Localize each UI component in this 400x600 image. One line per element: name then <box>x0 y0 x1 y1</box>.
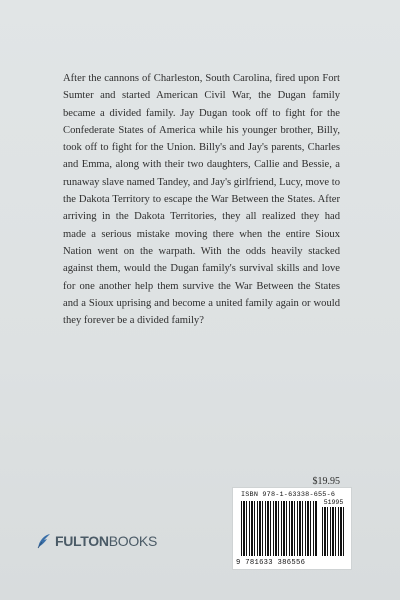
quill-pen-icon <box>36 533 52 549</box>
publisher-logo <box>36 533 157 549</box>
book-blurb: After the cannons of Charleston, South Carolina, fired upon Fort Sumter and started American Civil War, the Dugan family became a divided family. Jay Dugan took off to fight for the Confederate States of America while his younger brother, Billy, took off to fight for the Union. Billy's and Jay's parents, Charles and Emma, along with their two daughters, Callie and Bessie, a runaway slave named Tandey, and Jay's girlfriend, Lucy, move to the Dakota Territory to escape the War Between the States. After arriving in the Dakota Territories, they all realized they had made a serious mistake moving there when the entire Sioux Nation went on the warpath. With the odds heavily stacked against them, would the Dugan family's survival skills and love for one another help them survive the War Between the States and a Sioux uprising and become a united family again or would they forever be a divided family? <box>63 73 340 327</box>
isbn-barcode <box>232 487 352 570</box>
publisher-name-regular: BOOKS <box>108 533 157 549</box>
barcode-digits: 9 781633 386556 <box>236 559 320 567</box>
isbn-label: ISBN 978-1-63338-655-6 <box>241 491 336 499</box>
price-label: $19.95 <box>312 476 340 487</box>
price-code-bars <box>322 507 345 556</box>
price-code-digits: 51995 <box>323 499 344 506</box>
barcode-bars <box>241 501 317 556</box>
publisher-name <box>55 533 157 549</box>
publisher-name-bold: FULTON <box>55 533 109 549</box>
